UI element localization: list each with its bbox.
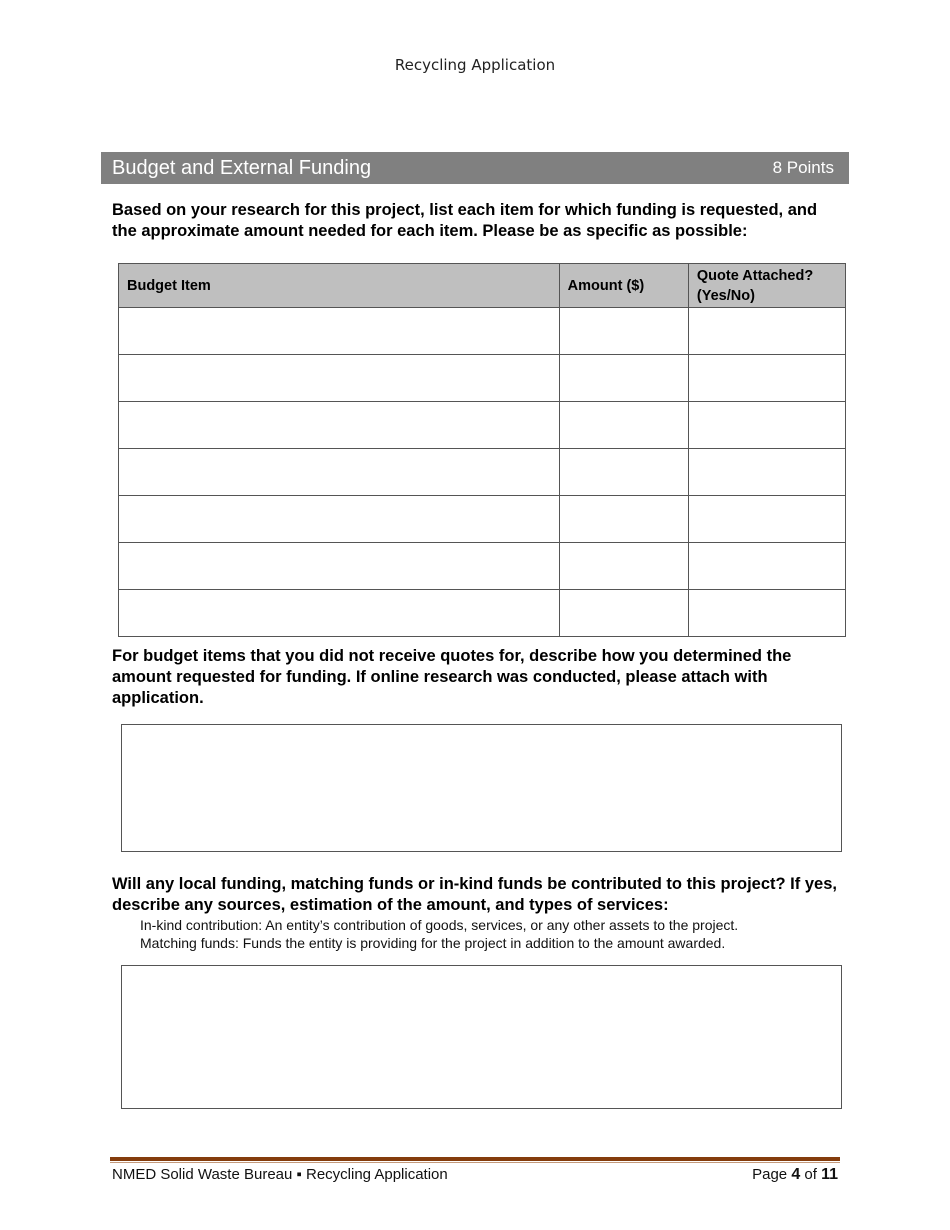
table-row (119, 355, 846, 402)
definitions (140, 916, 738, 952)
quote-attached-cell[interactable] (688, 355, 845, 402)
amount-cell[interactable] (559, 355, 688, 402)
amount-cell[interactable] (559, 308, 688, 355)
table-row (119, 402, 846, 449)
of-label: of (804, 1166, 817, 1183)
table-row (119, 308, 846, 355)
quote-attached-cell[interactable] (688, 496, 845, 543)
budget-question: Based on your research for this project, list each item for which funding is requested, and the approximate amount needed for each item. Please be as specific as possible: (112, 201, 818, 240)
table-row (119, 496, 846, 543)
budget-table-header-row (119, 264, 846, 308)
section-points: 8 Points (772, 158, 834, 177)
table-row (119, 449, 846, 496)
total-pages: 11 (821, 1166, 838, 1183)
quotes-question: For budget items that you did not receive quotes for, describe how you determined the amount requested for funding. If online research was conducted, please attach with application. (112, 647, 792, 707)
page-number (752, 1166, 838, 1184)
footer (112, 1166, 838, 1184)
quote-attached-cell[interactable] (688, 543, 845, 590)
budget-item-cell[interactable] (119, 355, 560, 402)
local-funding-question: Will any local funding, matching funds or in-kind funds be contributed to this project? If yes, describe any sources, estimation of the amount, and types of services: (112, 875, 837, 914)
header-amount: Amount ($) (559, 264, 688, 308)
amount-cell[interactable] (559, 543, 688, 590)
section-title: Budget and External Funding (112, 156, 372, 179)
amount-cell[interactable] (559, 496, 688, 543)
quote-attached-cell[interactable] (688, 402, 845, 449)
footer-rule-thin (110, 1162, 840, 1163)
table-row (119, 543, 846, 590)
budget-item-cell[interactable] (119, 402, 560, 449)
budget-item-cell[interactable] (119, 543, 560, 590)
budget-item-cell[interactable] (119, 496, 560, 543)
in-kind-definition: In-kind contribution: An entity’s contribution of goods, services, or any other assets to the project. (140, 917, 739, 933)
budget-item-cell[interactable] (119, 308, 560, 355)
header-quote-attached: Quote Attached? (Yes/No) (688, 264, 845, 308)
budget-item-cell[interactable] (119, 449, 560, 496)
quote-attached-cell[interactable] (688, 590, 845, 637)
budget-item-cell[interactable] (119, 590, 560, 637)
matching-funds-definition: Matching funds: Funds the entity is providing for the project in addition to the amount awarded. (140, 935, 726, 951)
header-budget-item: Budget Item (119, 264, 560, 308)
quotes-answer-box[interactable] (121, 724, 842, 852)
page-label: Page (752, 1166, 788, 1183)
amount-cell[interactable] (559, 590, 688, 637)
amount-cell[interactable] (559, 449, 688, 496)
footer-left-text: NMED Solid Waste Bureau ▪ Recycling Application (112, 1166, 448, 1183)
table-row (119, 590, 846, 637)
footer-rule (110, 1157, 840, 1161)
section-header-bar (101, 152, 849, 184)
budget-table (118, 263, 846, 637)
local-funding-answer-box[interactable] (121, 965, 842, 1109)
quote-attached-cell[interactable] (688, 308, 845, 355)
current-page: 4 (791, 1166, 801, 1183)
quote-attached-cell[interactable] (688, 449, 845, 496)
running-header: Recycling Application (394, 56, 556, 74)
amount-cell[interactable] (559, 402, 688, 449)
